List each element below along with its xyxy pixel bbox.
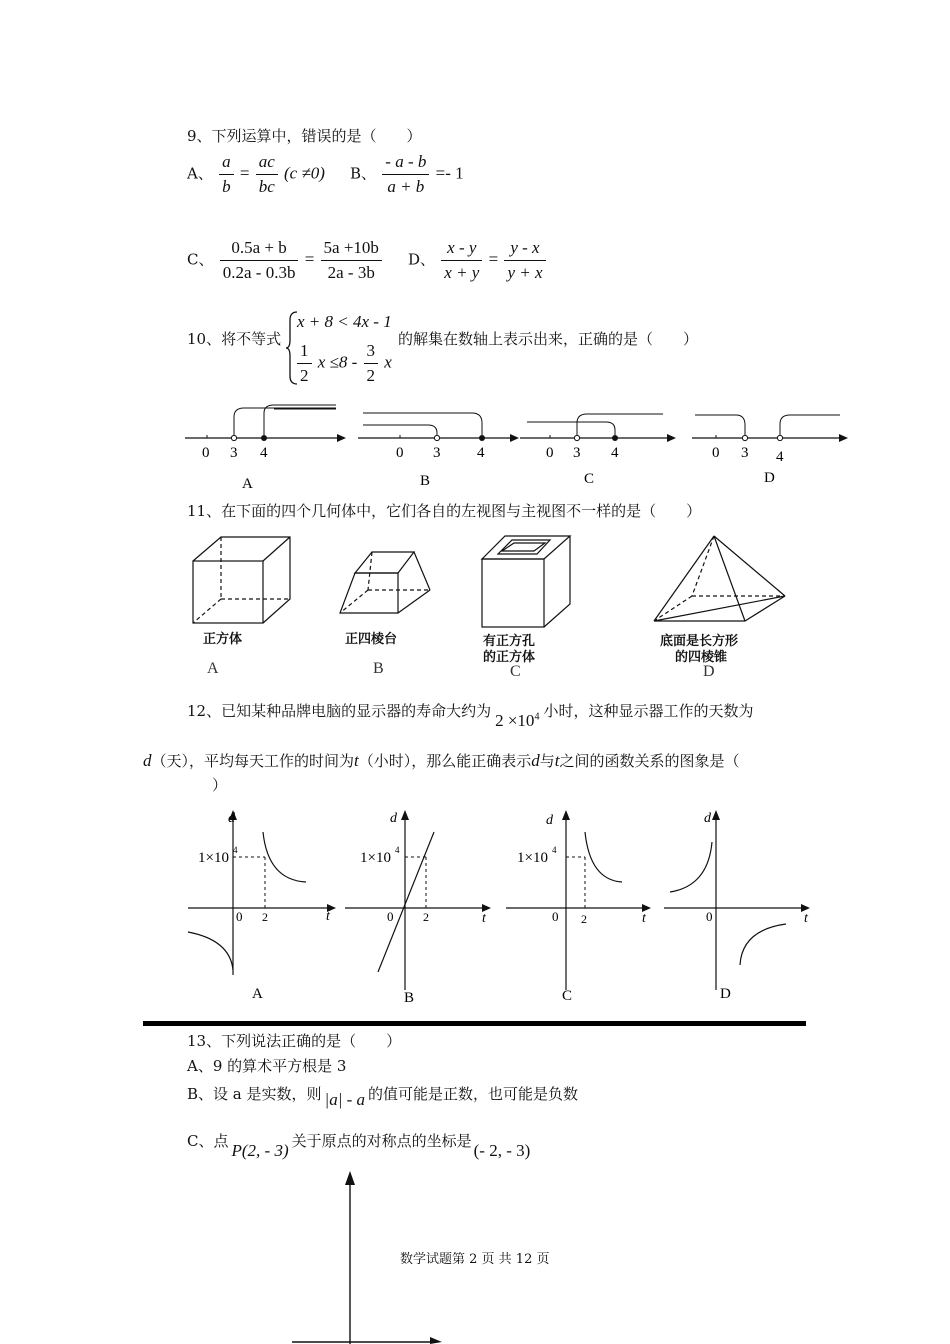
solid-pyramid <box>654 536 785 621</box>
q9-c-rhs-den: 2a - 3b <box>327 263 375 282</box>
axis-b-tick-0: 0 <box>396 445 404 461</box>
graph-c <box>506 810 651 1004</box>
q12-var-d2: d <box>531 751 540 770</box>
axis-c-label: C <box>584 471 595 487</box>
q12-graphs <box>180 800 820 1010</box>
q12-line2-a: （天），平均每天工作的时间为 <box>151 752 355 770</box>
q13-b-expr: |a| - a <box>324 1090 366 1109</box>
q11-label-b: B <box>373 660 384 677</box>
q13-c-a: C、点 <box>187 1132 229 1150</box>
graph-b-x-axis: t <box>482 911 486 926</box>
q9-option-d <box>408 238 548 283</box>
axis-a-tick-0: 0 <box>202 445 210 461</box>
q12-var-t: t <box>354 751 359 770</box>
q12-line1-a: 12、已知某种品牌电脑的显示器的寿命大约为 <box>187 702 492 720</box>
axis-d-label: D <box>764 470 775 486</box>
number-line-d <box>692 415 848 486</box>
q9-d-lhs-num: x - y <box>441 238 482 261</box>
q9-a-eq: = <box>239 163 250 183</box>
q13-b-b: 的值可能是正数，也可能是负数 <box>368 1085 579 1103</box>
graph-b-y-tick-exp: 4 <box>395 845 400 855</box>
q9-d-eq: = <box>488 249 499 269</box>
q10-ineq2-coef-den: 2 <box>300 366 309 385</box>
axis-a-label: A <box>242 476 253 492</box>
axis-d-tick-0: 0 <box>712 445 720 461</box>
q13-c-coord: (- 2, - 3) <box>473 1141 531 1160</box>
graph-a-label: A <box>252 986 263 1002</box>
graph-d-origin: 0 <box>706 909 713 924</box>
graph-c-y-axis: d <box>546 813 553 828</box>
q11-stem: 11、在下面的四个几何体中，它们各自的左视图与主视图不一样的是（ ） <box>187 502 702 520</box>
axis-c-tick-0: 0 <box>546 445 554 461</box>
q12-var-t2: t <box>554 751 560 770</box>
q11-label-d: D <box>703 663 715 680</box>
q12-line2-c: 与 <box>539 752 555 770</box>
q10-ineq2-coef2-den: 2 <box>366 366 376 385</box>
graph-b-x-tick: 2 <box>423 910 429 924</box>
q12-value <box>495 711 539 731</box>
graph-d-x-axis: t <box>804 911 808 926</box>
q12-line3: ） <box>212 776 228 794</box>
q9-a-lhs-num: a <box>219 152 234 175</box>
q12-value-exp: 4 <box>534 711 540 723</box>
q12-var-d: d <box>143 751 152 770</box>
q12-line1 <box>187 700 754 730</box>
graph-b-label: B <box>404 990 415 1006</box>
q9-b-label: B、 <box>350 164 377 183</box>
q9-d-rhs-den: y + x <box>507 263 543 282</box>
graph-a-y-tick: 1×10 <box>198 850 229 866</box>
solid-frustum <box>340 552 430 613</box>
graph-b-origin: 0 <box>387 909 394 924</box>
graph-c-label: C <box>562 988 573 1004</box>
q9-option-b <box>350 152 464 197</box>
graph-a-x-tick: 2 <box>262 910 268 924</box>
graph-d-y-axis: d <box>704 811 711 826</box>
axis-b-label: B <box>420 473 431 489</box>
number-line-b <box>358 413 519 489</box>
graph-a <box>188 810 336 1002</box>
q9-d-label: D、 <box>408 250 436 269</box>
q11-label-c: C <box>510 663 521 680</box>
solid-cube <box>193 537 290 623</box>
solid-cube-with-hole <box>482 536 570 627</box>
q9-option-c <box>187 238 384 283</box>
number-line-a <box>185 405 346 492</box>
axis-b-tick-4: 4 <box>477 445 485 461</box>
q10-ineq2 <box>295 341 392 386</box>
q10-ineq2-mid: x ≤8 - <box>317 352 358 372</box>
q9-c-rhs-num: 5a +10b <box>321 238 382 261</box>
graph-a-x-axis: t <box>326 909 330 924</box>
q13-option-a: A、9 的算术平方根是 3 <box>187 1057 347 1075</box>
q9-b-den: a + b <box>387 177 425 196</box>
q10-ineq2-coef-num: 1 <box>297 341 312 364</box>
q9-c-lhs-den: 0.2a - 0.3b <box>222 263 296 282</box>
q13-stem: 13、下列说法正确的是（ ） <box>187 1032 402 1050</box>
q10-number-lines <box>180 395 860 495</box>
axis-b-tick-3: 3 <box>433 445 441 461</box>
axis-a-tick-4: 4 <box>260 445 268 461</box>
graph-c-x-axis: t <box>642 911 646 926</box>
q13-c-point: P(2, - 3) <box>231 1141 289 1160</box>
graph-d-label: D <box>720 986 731 1002</box>
q13-option-c <box>187 1130 531 1160</box>
q13-b-a: B、设 a 是实数，则 <box>187 1085 322 1103</box>
q12-line2 <box>143 750 740 771</box>
q9-d-lhs-den: x + y <box>444 263 480 282</box>
graph-a-y-axis: d <box>228 811 235 826</box>
q9-a-lhs-den: b <box>222 177 231 196</box>
graph-b-y-tick: 1×10 <box>360 850 391 866</box>
q9-a-rhs-num: ac <box>256 152 278 175</box>
q9-option-a <box>187 152 325 197</box>
q9-a-label: A、 <box>187 164 213 183</box>
q10-prefix: 10、将不等式 <box>187 330 282 348</box>
q13-c-b: 关于原点的对称点的坐标是 <box>291 1132 472 1150</box>
q12-line1-b: 小时，这种显示器工作的天数为 <box>543 702 754 720</box>
q11-caption-c2: 的正方体 <box>483 650 536 665</box>
number-line-c <box>520 414 676 487</box>
q9-c-lhs-num: 0.5a + b <box>220 238 299 261</box>
q9-b-num: - a - b <box>382 152 429 175</box>
q12-value-base: 2 ×10 <box>495 711 535 730</box>
q11-caption-a: 正方体 <box>203 632 243 647</box>
axis-d-tick-3: 3 <box>741 445 749 461</box>
graph-c-y-tick: 1×10 <box>517 850 548 866</box>
q11-caption-b: 正四棱台 <box>345 632 398 647</box>
q9-a-rhs-den: bc <box>258 177 275 196</box>
q11-caption-d2: 的四棱锥 <box>675 650 728 665</box>
axis-a-tick-3: 3 <box>230 445 238 461</box>
section-divider <box>143 1021 806 1026</box>
q11-caption-c1: 有正方孔 <box>483 634 536 649</box>
graph-b <box>345 810 491 1006</box>
q11-caption-d1: 底面是长方形 <box>660 634 739 649</box>
graph-c-x-tick: 2 <box>581 912 587 926</box>
graph-a-y-tick-exp: 4 <box>233 845 238 855</box>
q11-label-a: A <box>207 660 219 677</box>
graph-d <box>664 810 810 1002</box>
q9-d-rhs-num: y - x <box>504 238 545 261</box>
q9-a-cond: (c ≠0) <box>283 163 325 183</box>
q10-ineq2-coef2-num: 3 <box>364 341 379 364</box>
graph-c-y-tick-exp: 4 <box>552 845 557 855</box>
q9-c-label: C、 <box>187 250 214 269</box>
q10-suffix: 的解集在数轴上表示出来，正确的是（ ） <box>398 330 699 348</box>
graph-c-origin: 0 <box>552 909 559 924</box>
graph-a-origin: 0 <box>236 909 243 924</box>
q9-b-rhs: =- 1 <box>435 163 464 183</box>
graph-b-y-axis: d <box>390 811 397 826</box>
q12-line2-e: 之间的函数关系的图象是（ <box>559 752 740 770</box>
q12-line2-b: （小时），那么能正确表示 <box>358 752 532 770</box>
axis-d-tick-4: 4 <box>776 449 784 465</box>
q13-option-b <box>187 1083 579 1109</box>
axis-c-tick-4: 4 <box>611 445 619 461</box>
q9-stem: 9、下列运算中，错误的是（ ） <box>187 127 422 145</box>
q9-c-eq: = <box>304 249 315 269</box>
axis-c-tick-3: 3 <box>573 445 581 461</box>
q10-ineq2-end: x <box>384 352 392 372</box>
page-footer: 数学试题第 2 页 共 12 页 <box>398 1248 551 1267</box>
q10-ineq1: x + 8 < 4x - 1 <box>297 312 392 331</box>
